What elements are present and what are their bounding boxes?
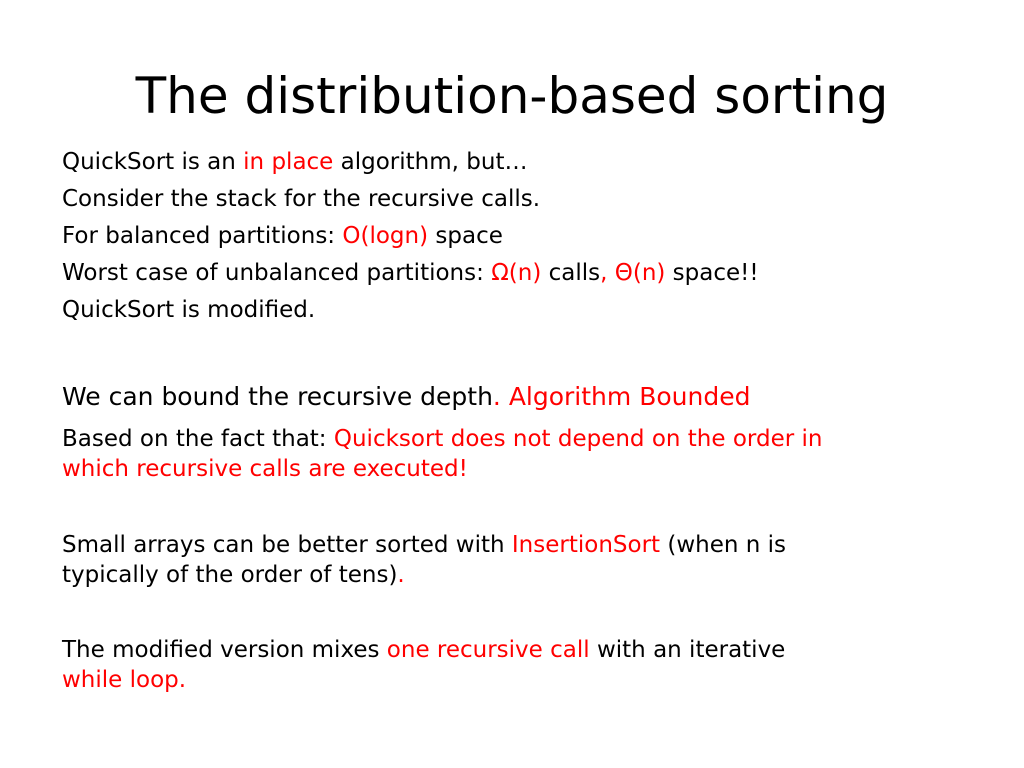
line-tens — [62, 557, 962, 594]
line-worst-case-part4: , Θ(n) — [600, 260, 666, 286]
slide-title: The distribution-based sorting — [135, 67, 889, 125]
line-balanced-part3: space — [428, 223, 503, 249]
line-worst-case-part2: Ω(n) — [491, 260, 542, 286]
line-modified — [62, 292, 962, 329]
line-balanced — [62, 218, 962, 255]
line-executed-part1: which recursive calls are executed! — [62, 456, 468, 482]
line-mixes-part1: The modified version mixes — [62, 637, 387, 663]
line-tens-part2: . — [397, 562, 405, 588]
line-tens-part1: typically of the order of tens) — [62, 562, 398, 588]
line-mixes-part2: one recursive call — [386, 637, 590, 663]
line-small-arrays-part1: Small arrays can be better sorted with — [62, 532, 512, 558]
line-inplace-part3: algorithm, but… — [333, 149, 528, 175]
line-worst-case-part1: Worst case of unbalanced partitions: — [62, 260, 492, 286]
line-stack — [62, 181, 962, 218]
line-bound-depth-part2: . Algorithm Bounded — [492, 382, 751, 411]
line-modified-part1: QuickSort is modified. — [62, 297, 316, 323]
line-small-arrays-part2: InsertionSort — [511, 532, 661, 558]
line-balanced-part2: O(logn) — [342, 223, 429, 249]
line-worst-case-part5: space!! — [665, 260, 759, 286]
line-based-on-part1: Based on the fact that: — [62, 426, 334, 452]
line-while-loop — [62, 662, 962, 699]
line-worst-case — [62, 255, 962, 292]
line-while-loop-part1: while loop. — [62, 667, 187, 693]
line-small-arrays-part3: (when n is — [660, 532, 787, 558]
line-worst-case-part3: calls — [541, 260, 601, 286]
line-executed — [62, 451, 962, 488]
line-inplace-part1: QuickSort is an — [62, 149, 244, 175]
line-inplace-part2: in place — [243, 149, 334, 175]
line-mixes-part3: with an iterative — [589, 637, 786, 663]
line-stack-part1: Consider the stack for the recursive calls. — [62, 186, 541, 212]
line-based-on-part2: Quicksort does not depend on the order in — [333, 426, 823, 452]
line-balanced-part1: For balanced partitions: — [62, 223, 343, 249]
line-bound-depth — [62, 381, 962, 413]
line-inplace — [62, 144, 962, 181]
line-bound-depth-part1: We can bound the recursive depth — [62, 382, 493, 411]
